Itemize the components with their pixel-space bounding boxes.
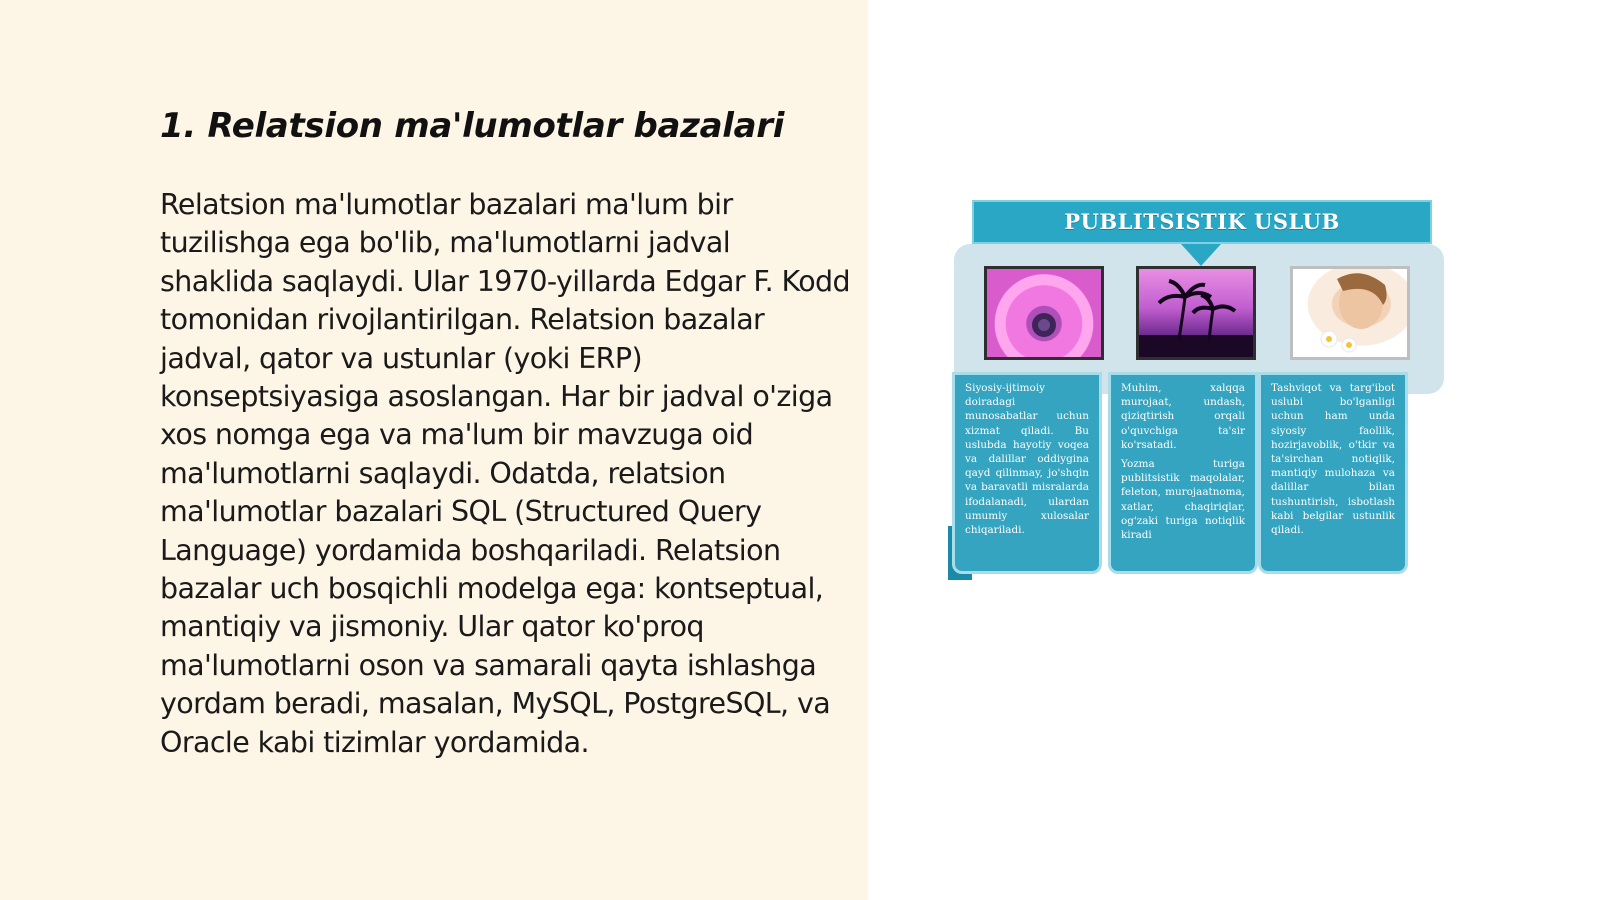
infographic-header: PUBLITSISTIK USLUB — [972, 200, 1432, 244]
publitsistik-uslub-infographic — [948, 196, 1456, 586]
slide-title: 1. Relatsion ma'lumotlar bazalari — [160, 106, 785, 146]
woman-with-flowers-photo — [1290, 266, 1410, 360]
card-1-paragraph: Siyosiy-ijtimoiy doiradagi munosabatlar uchun xizmat qiladi. Bu uslubda hayotiy voqea va dalillar oddiygina qayd qilinmay, jo'shqin va baravatli misralarda ifodalanadi, ulardan umumiy xulosalar chiqariladi. — [965, 382, 1089, 537]
card-3-paragraph: Tashviqot va targ'ibot uslubi bo'lganligi uchun ham unda siyosiy faollik, hozirjavoblik, o'tkir va ta'sirchan notiqlik, mantiqiy mulohaza va dalillar bilan tushuntirish, isbotlash kabi belgilar ustunlik qiladi. — [1271, 382, 1395, 537]
down-arrow-icon — [1181, 244, 1221, 266]
card-2-paragraph-1: Muhim, xalqqa murojaat, undash, qiziqtirish orqali o'quvchiga ta'sir ko'rsatadi. — [1121, 382, 1245, 451]
text-card-1 — [952, 372, 1102, 574]
text-card-3 — [1258, 372, 1408, 574]
slide-body-text: Relatsion ma'lumotlar bazalari ma'lum bir tuzilishga ega bo'lib, ma'lumotlarni jadval shaklida saqlaydi. Ular 1970-yillarda Edgar F. Kodd tomonidan rivojlantirilgan. Relatsion bazalar jadval, qator va ustunlar (yoki ERP) konseptsiyasiga asoslangan. Har bir jadval o'ziga xos nomga ega va ma'lum bir mavzuga oid ma'lumotlarni saqlaydi. Odatda, relatsion ma'lumotlar bazalari SQL (Structured Query Language) yordamida boshqariladi. Relatsion bazalar uch bosqichli modelga ega: kontseptual, mantiqiy va jismoniy. Ular qator ko'proq ma'lumotlarni oson va samarali qayta ishlashga yordam beradi, masalan, MySQL, PostgreSQL, va Oracle kabi tizimlar yordamida. — [160, 188, 851, 759]
card-2-paragraph-2: Yozma turiga publitsistik maqolalar, feleton, murojaatnoma, xatlar, chaqiriqlar, og'zaki turiga notiqlik kiradi — [1121, 458, 1245, 542]
flower-photo — [984, 266, 1104, 360]
palm-sunset-photo — [1136, 266, 1256, 360]
text-card-2 — [1108, 372, 1258, 574]
